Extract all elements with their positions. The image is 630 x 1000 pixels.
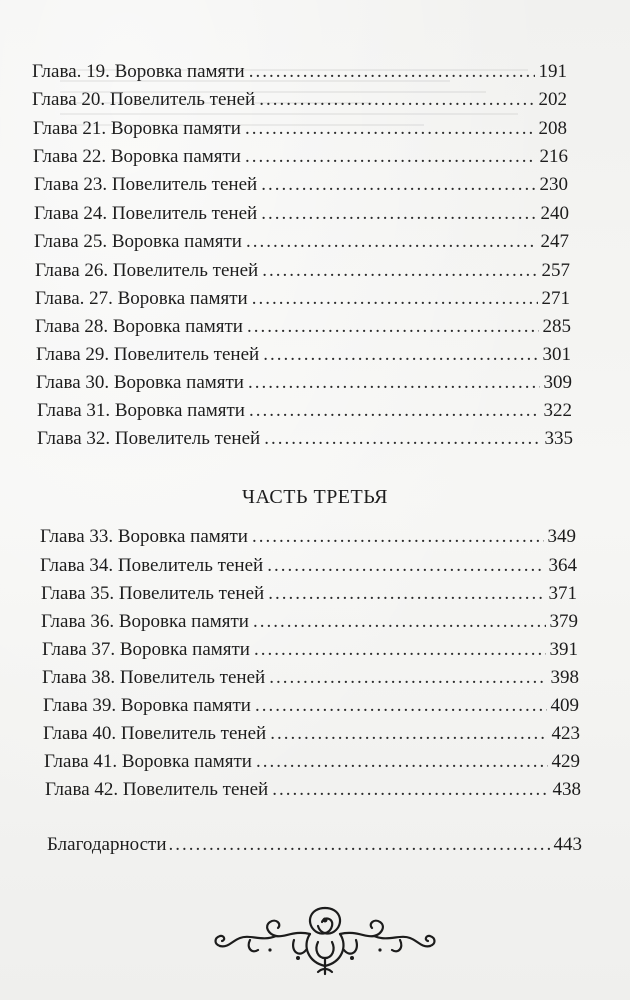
toc-entry-title: Глава 23. Повелитель теней bbox=[34, 174, 258, 195]
toc-leader-dots bbox=[264, 427, 540, 451]
toc-leader-dots bbox=[248, 371, 540, 395]
toc-leader-dots bbox=[252, 287, 538, 311]
part-heading: ЧАСТЬ ТРЕТЬЯ bbox=[241, 486, 389, 508]
toc-entry-title: Глава 32. Повелитель теней bbox=[37, 428, 261, 449]
toc-leader-dots bbox=[262, 259, 537, 283]
toc-entry-page: 322 bbox=[543, 400, 572, 421]
toc-entry bbox=[35, 315, 571, 339]
toc-entry-title: Глава 42. Повелитель теней bbox=[45, 779, 269, 800]
toc-entry bbox=[32, 88, 567, 112]
toc-entry bbox=[34, 230, 569, 254]
toc-entry-title: Глава 22. Воровка памяти bbox=[33, 146, 241, 167]
toc-leader-dots bbox=[261, 202, 536, 226]
toc-entry-title: Благодарности bbox=[47, 834, 167, 855]
toc-entry bbox=[43, 694, 579, 718]
toc-entry-page: 423 bbox=[551, 723, 580, 744]
toc-entry-page: 257 bbox=[541, 260, 570, 281]
toc-entry-title: Глава 41. Воровка памяти bbox=[44, 751, 252, 772]
toc-entry bbox=[37, 399, 572, 423]
toc-entry-title: Глава 25. Воровка памяти bbox=[34, 231, 242, 252]
toc-leader-dots bbox=[267, 554, 544, 578]
toc-leader-dots bbox=[256, 750, 548, 774]
toc-entry-page: 230 bbox=[539, 174, 568, 195]
toc-entry-title: Глава 40. Повелитель теней bbox=[43, 723, 267, 744]
toc-entry bbox=[43, 722, 580, 746]
toc-entry-page: 216 bbox=[539, 146, 568, 167]
toc-leader-dots bbox=[269, 666, 546, 690]
toc-entry-page: 443 bbox=[553, 834, 582, 855]
toc-entry-page: 271 bbox=[541, 288, 570, 309]
toc-entry-page: 349 bbox=[547, 526, 576, 547]
toc-entry-title: Глава. 19. Воровка памяти bbox=[32, 61, 245, 82]
toc-entry-page: 247 bbox=[540, 231, 569, 252]
toc-leader-dots bbox=[252, 525, 544, 549]
toc-entry-page: 398 bbox=[550, 667, 579, 688]
toc-leader-dots bbox=[270, 722, 547, 746]
toc-leader-dots bbox=[254, 638, 546, 662]
toc-entry-page: 202 bbox=[538, 89, 567, 110]
toc-leader-dots bbox=[245, 117, 535, 141]
toc-entry-page: 301 bbox=[542, 344, 571, 365]
toc-entry bbox=[42, 666, 579, 690]
toc-entry bbox=[44, 750, 580, 774]
toc-leader-dots bbox=[249, 60, 535, 84]
toc-entry bbox=[34, 202, 569, 226]
toc-leader-dots bbox=[249, 399, 540, 423]
toc-leader-dots bbox=[245, 145, 536, 169]
toc-leader-dots bbox=[263, 343, 538, 367]
decorative-flourish-icon bbox=[210, 900, 440, 980]
toc-entry bbox=[42, 638, 578, 662]
toc-entry-page: 364 bbox=[548, 555, 577, 576]
toc-entry-title: Глава 28. Воровка памяти bbox=[35, 316, 243, 337]
toc-entry-page: 438 bbox=[552, 779, 581, 800]
toc-entry-title: Глава 34. Повелитель теней bbox=[40, 555, 264, 576]
toc-entry bbox=[45, 778, 581, 802]
toc-entry-title: Глава 39. Воровка памяти bbox=[43, 695, 251, 716]
toc-leader-dots bbox=[253, 610, 546, 634]
toc-entry-page: 409 bbox=[550, 695, 579, 716]
toc-entry-title: Глава 33. Воровка памяти bbox=[40, 526, 248, 547]
toc-entry-title: Глава 26. Повелитель теней bbox=[35, 260, 259, 281]
toc-entry bbox=[32, 60, 567, 84]
toc-entry bbox=[35, 259, 570, 283]
toc-entry-title: Глава 30. Воровка памяти bbox=[36, 372, 244, 393]
toc-entry-page: 429 bbox=[551, 751, 580, 772]
toc-entry-title: Глава 20. Повелитель теней bbox=[32, 89, 256, 110]
toc-entry-title: Глава 29. Повелитель теней bbox=[36, 344, 260, 365]
toc-entry bbox=[40, 554, 577, 578]
toc-entry-title: Глава 36. Воровка памяти bbox=[41, 611, 249, 632]
toc-entry bbox=[34, 173, 568, 197]
toc-entry-title: Глава 21. Воровка памяти bbox=[33, 118, 241, 139]
toc-entry bbox=[33, 145, 568, 169]
toc-leader-dots bbox=[169, 833, 550, 857]
toc-entry-page: 335 bbox=[544, 428, 573, 449]
toc-entry-page: 285 bbox=[542, 316, 571, 337]
toc-entry-page: 240 bbox=[540, 203, 569, 224]
toc-leader-dots bbox=[246, 230, 537, 254]
toc-entry bbox=[37, 427, 573, 451]
toc-leader-dots bbox=[272, 778, 548, 802]
toc-leader-dots bbox=[268, 582, 544, 606]
toc-leader-dots bbox=[247, 315, 539, 339]
toc-entry-page: 371 bbox=[548, 583, 577, 604]
toc-entry-title: Глава 31. Воровка памяти bbox=[37, 400, 245, 421]
toc-entry bbox=[35, 287, 570, 311]
toc-entry-page: 391 bbox=[549, 639, 578, 660]
toc-entry-page: 379 bbox=[549, 611, 578, 632]
toc-entry bbox=[33, 117, 567, 141]
toc-entry-title: Глава 24. Повелитель теней bbox=[34, 203, 258, 224]
toc-entry-title: Глава. 27. Воровка памяти bbox=[35, 288, 248, 309]
toc-entry-title: Глава 37. Воровка памяти bbox=[42, 639, 250, 660]
toc-entry-page: 191 bbox=[538, 61, 567, 82]
toc-leader-dots bbox=[261, 173, 535, 197]
toc-entry-title: Глава 38. Повелитель теней bbox=[42, 667, 266, 688]
toc-entry bbox=[36, 343, 571, 367]
toc-leader-dots bbox=[255, 694, 547, 718]
toc-entry bbox=[41, 582, 577, 606]
toc-entry bbox=[36, 371, 572, 395]
toc-entry bbox=[40, 525, 576, 549]
toc-entry-page: 309 bbox=[543, 372, 572, 393]
toc-leader-dots bbox=[259, 88, 534, 112]
toc-entry bbox=[41, 610, 578, 634]
toc-entry-page: 208 bbox=[538, 118, 567, 139]
toc-entry-acknowledgements bbox=[47, 833, 582, 857]
toc-entry-title: Глава 35. Повелитель теней bbox=[41, 583, 265, 604]
